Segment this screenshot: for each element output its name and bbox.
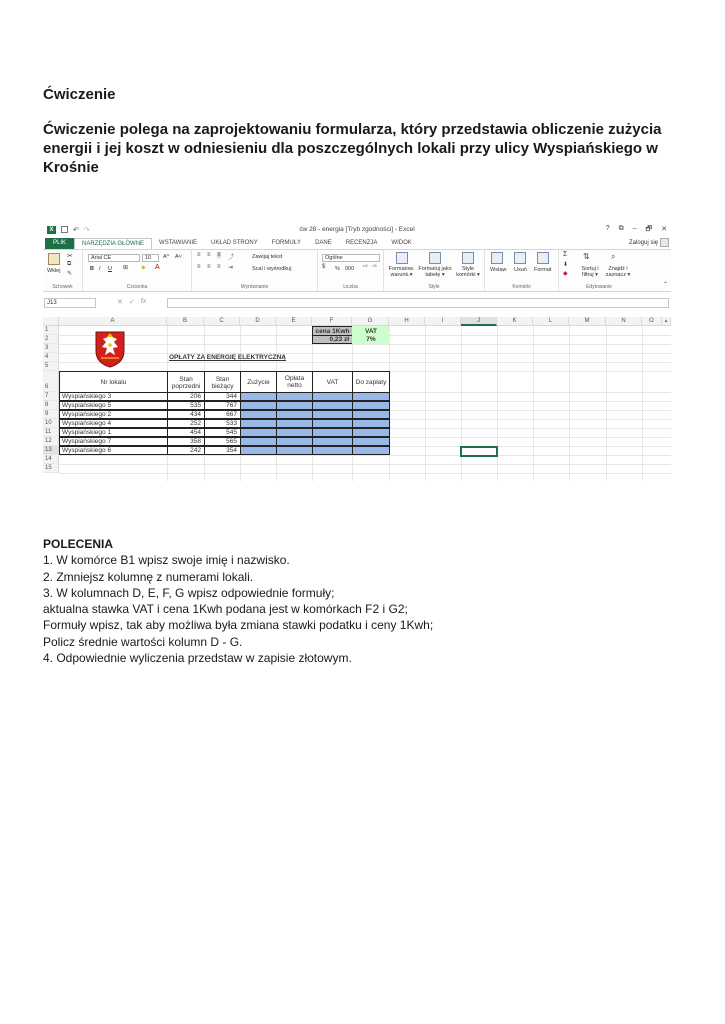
sort-filter-icon[interactable]: ⇅ (583, 252, 590, 261)
formula-input-cell[interactable] (352, 401, 390, 410)
cell-styles-label-2: komórki ▾ (456, 272, 480, 278)
clear-icon[interactable]: ◆ (563, 271, 568, 277)
find-label-1: Znajdź i (608, 266, 628, 272)
decrease-decimal-icon[interactable]: ⁻⁰ (371, 265, 377, 271)
ribbon-display-button[interactable]: ⧉ (618, 225, 624, 232)
increase-decimal-icon[interactable]: ⁺⁰ (362, 265, 368, 271)
gridline (569, 326, 570, 481)
formula-input-cell[interactable] (312, 410, 353, 419)
previous-reading-cell[interactable]: 242 (167, 446, 205, 455)
page-heading: Ćwiczenie (43, 86, 116, 103)
excel-screenshot (43, 224, 671, 481)
delete-cells-icon[interactable] (514, 252, 526, 264)
format-as-table-button[interactable] (417, 266, 453, 278)
enter-icon[interactable]: ✓ (128, 299, 135, 306)
column-header-g[interactable]: G (352, 317, 389, 326)
bold-button[interactable]: B (90, 266, 94, 272)
column-header-e[interactable]: E (276, 317, 312, 326)
row-header-2[interactable]: 2 (43, 335, 59, 344)
commands-title: POLECENIA (43, 537, 114, 551)
insert-cells-button[interactable]: Wstaw (490, 267, 507, 273)
selected-cell[interactable] (460, 446, 498, 457)
indent-icon[interactable]: ⇥ (228, 265, 234, 271)
conditional-format-icon[interactable] (396, 252, 408, 264)
column-header-b[interactable]: B (167, 317, 204, 326)
restore-button[interactable]: 🗗 (645, 226, 653, 233)
formula-input-cell[interactable] (240, 428, 277, 437)
commands-section (43, 536, 703, 666)
format-cells-icon[interactable] (537, 252, 549, 264)
formula-input-cell[interactable] (312, 437, 353, 446)
table-header-stan-biezacy[interactable]: Stan bieżący (204, 371, 241, 393)
align-bottom-icon[interactable]: ≡ (217, 252, 221, 258)
row-header-9[interactable]: 9 (43, 410, 59, 419)
formula-input-cell[interactable] (352, 410, 390, 419)
group-label-alignment: Wyrównanie (240, 284, 269, 290)
group-number (318, 250, 384, 291)
tab-page-layout[interactable]: UKŁAD STRONY (211, 240, 258, 246)
current-reading-cell[interactable]: 354 (204, 446, 241, 455)
address-cell[interactable]: Wyspiańskiego 1 (59, 428, 168, 437)
previous-reading-cell[interactable]: 206 (167, 392, 205, 401)
group-editing (559, 250, 639, 291)
format-as-table-icon[interactable] (429, 252, 441, 264)
column-header-i[interactable]: I (425, 317, 461, 326)
formula-input-cell[interactable] (276, 401, 313, 410)
gridline (59, 455, 671, 456)
align-center-icon[interactable]: ≡ (207, 264, 211, 270)
group-font (83, 250, 192, 291)
column-header-l[interactable]: L (533, 317, 569, 326)
exercise-description: Ćwiczenie polega na zaprojektowaniu formularza, który przedstawia obliczenie zużycia energii i jej koszt w odniesieniu dla poszczególnych lokali przy ulicy Wyspiańskiego w Krośnie (43, 121, 662, 176)
gridline (59, 464, 671, 465)
tab-formulas[interactable]: FORMUŁY (271, 240, 302, 246)
row-header-3[interactable]: 3 (43, 344, 59, 353)
underline-button[interactable]: U (108, 266, 112, 272)
address-cell[interactable]: Wyspiańskiego 4 (59, 419, 168, 428)
row-header-14[interactable]: 14 (43, 455, 59, 464)
cut-icon[interactable]: ✂ (67, 253, 73, 260)
formula-input-cell[interactable] (312, 392, 353, 401)
window-title: ćw 28 - energia [Tryb zgodności] - Excel (299, 226, 415, 233)
krosno-coat-of-arms-icon (93, 329, 127, 369)
sign-in-link[interactable] (629, 238, 669, 247)
vat-label-cell[interactable]: VAT (352, 326, 390, 336)
tab-view[interactable]: WIDOK (391, 240, 412, 246)
insert-function-button[interactable]: fx (140, 298, 147, 305)
gridline (425, 326, 426, 481)
font-size-select[interactable]: 10 (142, 254, 159, 262)
gridline (497, 326, 498, 481)
avatar (660, 238, 669, 247)
column-header-d[interactable]: D (240, 317, 276, 326)
previous-reading-cell[interactable]: 535 (167, 401, 205, 410)
find-select-icon[interactable]: ⌕ (611, 252, 616, 261)
group-label-cells: Komórki (512, 284, 531, 290)
gridline (59, 473, 671, 474)
previous-reading-cell[interactable]: 454 (167, 428, 205, 437)
cell-styles-icon[interactable] (462, 252, 474, 264)
gridline (642, 326, 643, 481)
row-header-13[interactable]: 13 (43, 446, 59, 455)
shrink-font-button[interactable]: A˅ (175, 254, 182, 260)
formula-input-cell[interactable] (240, 401, 277, 410)
formula-input-cell[interactable] (312, 419, 353, 428)
formula-input-cell[interactable] (312, 428, 353, 437)
formula-input-cell[interactable] (276, 446, 313, 455)
excel-logo-icon: X (47, 226, 56, 234)
command-line: 4. Odpowiednie wyliczenia przedstaw w zapisie złotowym. (43, 651, 352, 666)
current-reading-cell[interactable]: 545 (204, 428, 241, 437)
command-line: 3. W kolumnach D, E, F, G wpisz odpowiednie formuły; (43, 585, 335, 600)
gridline (533, 326, 534, 481)
formula-input-cell[interactable] (276, 392, 313, 401)
percent-button[interactable]: % (335, 266, 340, 272)
column-header-n[interactable]: N (606, 317, 642, 326)
table-header-do-zaplaty[interactable]: Do zapłaty (352, 371, 390, 393)
table-header-vat[interactable]: VAT (312, 371, 353, 393)
help-button[interactable]: ? (605, 225, 610, 232)
row-header-11[interactable]: 11 (43, 428, 59, 437)
formula-input-cell[interactable] (240, 446, 277, 455)
conditional-format-label-1: Formatow. (388, 266, 415, 272)
formula-input[interactable] (167, 298, 669, 308)
gridline (461, 326, 462, 481)
find-label-2: zaznacz ▾ (605, 272, 631, 278)
gridline (59, 344, 671, 345)
formula-input-cell[interactable] (240, 392, 277, 401)
close-button[interactable]: ✕ (661, 226, 667, 233)
group-cells (485, 250, 559, 291)
excel-title-bar (43, 224, 671, 236)
row-header-7[interactable]: 7 (43, 392, 59, 401)
grow-font-button[interactable]: A^ (163, 254, 170, 260)
address-cell[interactable]: Wyspiańskiego 5 (59, 401, 168, 410)
address-cell[interactable]: Wyspiańskiego 2 (59, 410, 168, 419)
previous-reading-cell[interactable]: 434 (167, 410, 205, 419)
price-label-cell[interactable]: cena 1Kwh (312, 326, 353, 336)
orientation-icon[interactable]: ⤴ (228, 255, 235, 261)
conditional-format-label-2: warunk.▾ (390, 272, 413, 278)
group-label-editing: Edytowanie (586, 284, 612, 290)
row-header-12[interactable]: 12 (43, 437, 59, 446)
copy-icon[interactable]: ⧉ (67, 261, 72, 267)
row-header-1[interactable]: 1 (43, 326, 59, 335)
paste-button[interactable]: Wklej (47, 268, 61, 274)
align-middle-icon[interactable]: ≡ (207, 252, 211, 258)
group-alignment (192, 250, 318, 291)
gridline (59, 362, 671, 363)
paste-icon[interactable] (48, 253, 60, 265)
column-header-j[interactable]: J (461, 317, 497, 326)
spreadsheet-grid[interactable] (43, 317, 671, 481)
tab-review[interactable]: RECENZJA (345, 240, 378, 246)
address-cell[interactable]: Wyspiańskiego 3 (59, 392, 168, 401)
formula-input-cell[interactable] (240, 410, 277, 419)
address-cell[interactable]: Wyspiańskiego 7 (59, 437, 168, 446)
cell-styles-label-1: Style (461, 266, 475, 272)
conditional-format-button[interactable] (384, 266, 419, 278)
align-top-icon[interactable]: ≡ (197, 252, 201, 258)
row-header-5[interactable]: 5 (43, 362, 59, 371)
scroll-up-icon[interactable]: ▴ (662, 317, 671, 326)
row-header-6[interactable]: 6 (43, 371, 59, 392)
tab-data[interactable]: DANE (315, 240, 332, 246)
tab-insert[interactable]: WSTAWIANIE (159, 240, 198, 246)
column-header-k[interactable]: K (497, 317, 533, 326)
formula-bar (43, 298, 671, 309)
address-cell[interactable]: Wyspiańskiego 6 (59, 446, 168, 455)
redo-icon[interactable]: ↷ (83, 227, 90, 234)
current-reading-cell[interactable]: 565 (204, 437, 241, 446)
price-value-cell[interactable]: 0,23 zł (312, 335, 353, 344)
sort-filter-button[interactable] (575, 266, 605, 278)
formula-input-cell[interactable] (352, 428, 390, 437)
formula-input-cell[interactable] (312, 446, 353, 455)
wrap-text-button[interactable]: Zawijaj tekst (252, 254, 283, 260)
group-label-styles: Style (428, 284, 440, 290)
vat-value-cell[interactable]: 7% (352, 335, 390, 344)
formula-input-cell[interactable] (276, 410, 313, 419)
font-name-select[interactable]: Arial CE (88, 254, 140, 262)
comma-button[interactable]: 000 (345, 266, 355, 272)
row-header-4[interactable]: 4 (43, 353, 59, 362)
format-cells-button[interactable]: Format (534, 267, 552, 273)
sheet-title-cell[interactable]: OPŁATY ZA ENERGIĘ ELEKTRYCZNĄ (169, 354, 287, 361)
column-header-o[interactable]: O (642, 317, 662, 326)
formula-input-cell[interactable] (352, 437, 390, 446)
column-header-f[interactable]: F (312, 317, 352, 326)
command-line: 1. W komórce B1 wpisz swoje imię i nazwisko. (43, 553, 290, 568)
command-line: Policz średnie wartości kolumn D - G. (43, 634, 243, 649)
column-header-a[interactable]: A (59, 317, 167, 326)
borders-icon[interactable]: ⊞ (123, 265, 129, 271)
find-select-button[interactable] (603, 266, 633, 278)
sort-label-2: filtruj ▾ (582, 272, 598, 278)
table-header-stan-poprzedni[interactable]: Stan poprzedni (167, 371, 205, 393)
align-right-icon[interactable]: ≡ (217, 264, 221, 270)
sort-label-1: Sortuj i (581, 266, 599, 272)
group-label-font: Czcionka (126, 284, 148, 290)
formula-input-cell[interactable] (276, 428, 313, 437)
group-clipboard (43, 250, 83, 291)
number-format-select[interactable]: Ogólne (322, 254, 380, 262)
table-header-nr-lokalu[interactable]: Nr lokalu (59, 371, 168, 393)
row-header-8[interactable]: 8 (43, 401, 59, 410)
window-controls (606, 225, 667, 236)
table-header-zuzycie[interactable]: Zużycie (240, 371, 277, 393)
column-header-c[interactable]: C (204, 317, 240, 326)
command-line: 2. Zmniejsz kolumnę z numerami lokali. (43, 569, 254, 584)
previous-reading-cell[interactable]: 252 (167, 419, 205, 428)
tab-home[interactable]: NARZĘDZIA GŁÓWNE (74, 238, 152, 250)
select-all-corner[interactable] (43, 317, 59, 326)
fill-color-icon[interactable]: ◈ (141, 265, 146, 271)
format-table-label-1: Formatuj jako (418, 266, 452, 272)
previous-reading-cell[interactable]: 358 (167, 437, 205, 446)
current-reading-cell[interactable]: 667 (204, 410, 241, 419)
ribbon-tabs (43, 238, 671, 249)
column-header-m[interactable]: M (569, 317, 606, 326)
current-reading-cell[interactable]: 767 (204, 401, 241, 410)
formula-input-cell[interactable] (240, 437, 277, 446)
current-reading-cell[interactable]: 533 (204, 419, 241, 428)
fill-icon[interactable]: ⬇ (563, 262, 569, 268)
group-label-clipboard: Schowek (52, 284, 73, 290)
formula-input-cell[interactable] (352, 419, 390, 428)
formula-bar-icons (117, 298, 146, 306)
font-color-icon[interactable]: A (155, 264, 160, 271)
minimize-button[interactable]: – (632, 225, 637, 232)
formula-input-cell[interactable] (352, 446, 390, 455)
format-painter-icon[interactable]: ✎ (67, 271, 73, 277)
formula-input-cell[interactable] (312, 401, 353, 410)
currency-icon[interactable]: $ (322, 264, 326, 270)
delete-cells-button[interactable]: Usuń (514, 267, 527, 273)
insert-cells-icon[interactable] (491, 252, 503, 264)
align-left-icon[interactable]: ≡ (197, 264, 201, 270)
sign-in-label: Zaloguj się (628, 239, 658, 246)
merge-center-button[interactable]: Scal i wyśrodkuj (252, 266, 292, 272)
table-header-oplata-netto[interactable]: Opłata netto (276, 371, 313, 393)
format-table-label-2: tabelę ▾ (425, 272, 445, 278)
row-header-15[interactable]: 15 (43, 464, 59, 473)
undo-icon[interactable]: ↶ (73, 227, 79, 234)
formula-input-cell[interactable] (276, 437, 313, 446)
formula-input-cell[interactable] (352, 392, 390, 401)
formula-input-cell[interactable] (276, 419, 313, 428)
cell-styles-button[interactable] (452, 266, 484, 278)
italic-button[interactable]: I (99, 266, 101, 272)
tab-file[interactable]: PLIK (45, 238, 74, 249)
ribbon (43, 249, 671, 292)
command-line: Formuły wpisz, tak aby możliwa była zmiana stawki podatku i ceny 1Kwh; (43, 618, 434, 633)
column-header-h[interactable]: H (389, 317, 425, 326)
group-styles (384, 250, 485, 291)
autosum-icon[interactable]: Σ (563, 251, 568, 258)
gridline (606, 326, 607, 481)
name-box[interactable]: J13 (44, 298, 96, 308)
command-line: aktualna stawka VAT i cena 1Kwh podana jest w komórkach F2 i G2; (43, 602, 408, 617)
group-label-number: Liczba (343, 284, 358, 290)
current-reading-cell[interactable]: 344 (204, 392, 241, 401)
gridline (59, 353, 671, 354)
collapse-ribbon-icon[interactable]: ⌃ (662, 282, 668, 288)
cancel-icon[interactable]: ✕ (117, 299, 123, 306)
formula-input-cell[interactable] (240, 419, 277, 428)
row-header-10[interactable]: 10 (43, 419, 59, 428)
